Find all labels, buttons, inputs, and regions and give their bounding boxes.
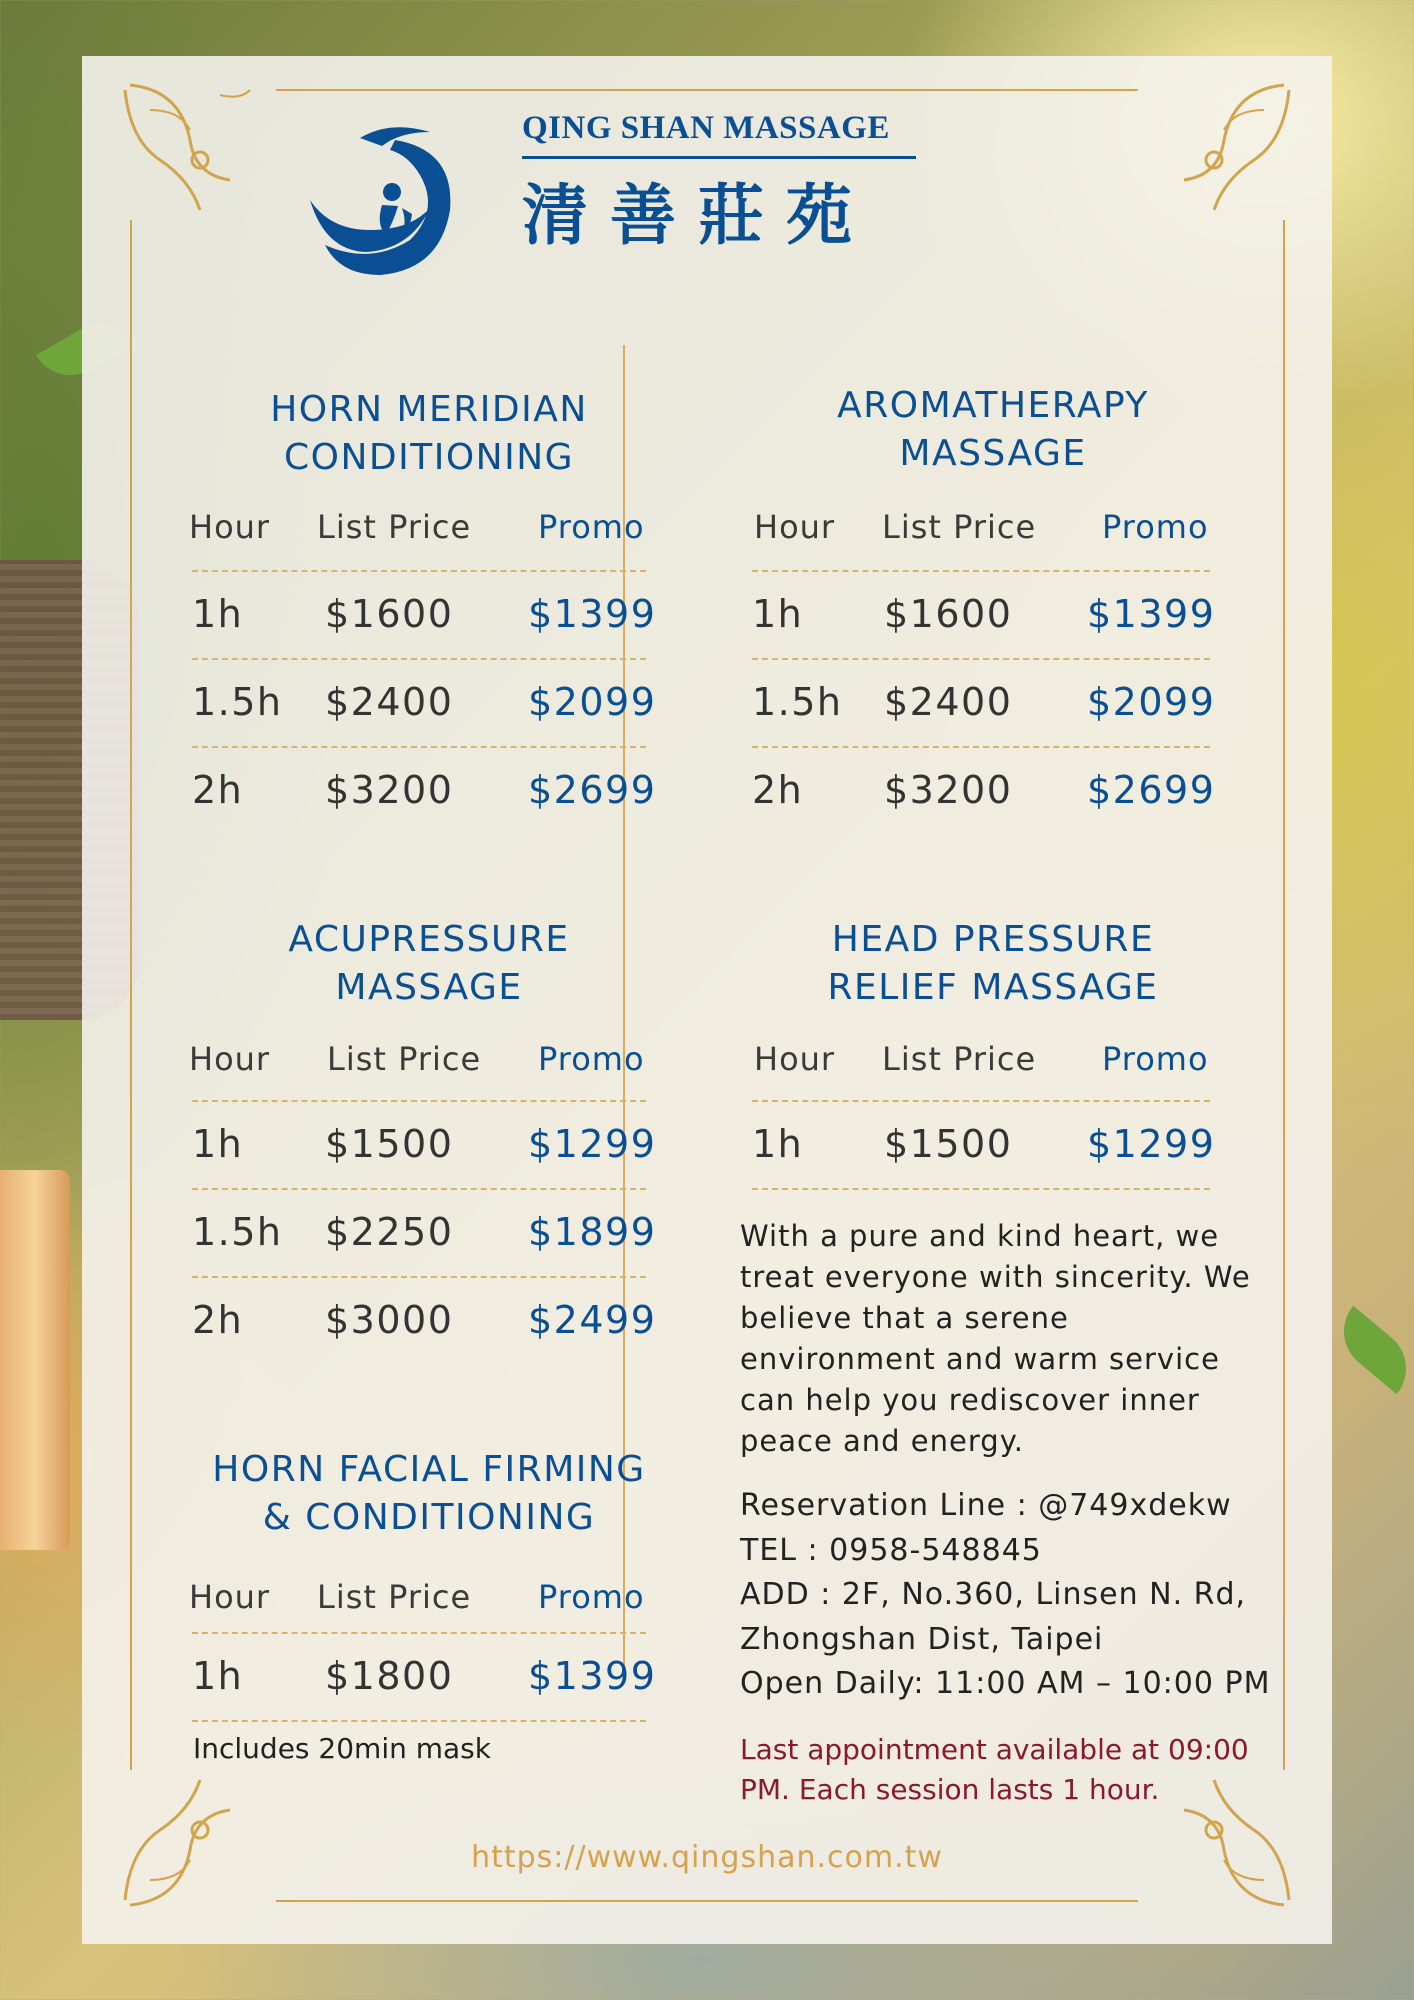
logo-icon	[290, 80, 470, 280]
brand-name-chinese: 清善莊苑	[522, 176, 874, 254]
frame-right-rule	[1283, 220, 1285, 1770]
row-divider	[752, 658, 1210, 660]
header-promo: Promo	[1102, 508, 1209, 546]
telephone[interactable]: TEL : 0958-548845	[740, 1533, 1042, 1568]
address-line-1: ADD : 2F, No.360, Linsen N. Rd,	[740, 1577, 1247, 1612]
section-title: HORN FACIAL FIRMING & CONDITIONING	[212, 1449, 646, 1538]
row-divider	[192, 746, 646, 748]
last-appointment-note: Last appointment available at 09:00 PM. Each session lasts 1 hour.	[740, 1733, 1249, 1806]
section-horn-meridian	[186, 386, 672, 766]
background-leaf	[1328, 1306, 1414, 1394]
frame-bottom-rule	[276, 1900, 1138, 1902]
table-row: 1h $1500 $1299	[192, 1122, 657, 1166]
website-link[interactable]: https://www.qingshan.com.tw	[471, 1840, 943, 1875]
table-header	[750, 508, 1236, 548]
brand-divider	[522, 156, 916, 159]
section-title: AROMATHERAPY MASSAGE	[837, 385, 1149, 474]
table-row: 1h $1600 $1399	[752, 592, 1216, 636]
corner-ornament-top-right	[1154, 80, 1294, 220]
table-header	[186, 1578, 672, 1618]
table-row: 1.5h $2400 $2099	[192, 680, 657, 724]
header-promo: Promo	[1102, 1040, 1209, 1078]
header-promo: Promo	[538, 1578, 645, 1616]
section-facial-firming	[186, 1446, 672, 1736]
header-promo: Promo	[538, 1040, 645, 1078]
header-list-price: List Price	[882, 508, 1037, 546]
row-divider	[192, 1276, 646, 1278]
header-hour: Hour	[189, 1578, 271, 1616]
table-row: 1.5h $2400 $2099	[752, 680, 1216, 724]
brand-description: With a pure and kind heart, we treat everyone with sincerity. We believe that a serene environment and warm service can help you rediscover inner peace and energy.	[740, 1219, 1251, 1458]
table-header	[750, 1040, 1236, 1080]
table-header	[186, 508, 672, 548]
header-list-price: List Price	[327, 1040, 482, 1078]
address-line-2: Zhongshan Dist, Taipei	[740, 1622, 1104, 1657]
table-row: 1h $1600 $1399	[192, 592, 657, 636]
brand-name-english: QING SHAN MASSAGE	[522, 110, 890, 146]
background-candle	[0, 1170, 70, 1550]
table-header	[186, 1040, 672, 1080]
header-hour: Hour	[754, 508, 836, 546]
facial-note: Includes 20min mask	[193, 1732, 491, 1765]
section-acupressure	[186, 916, 672, 1356]
header-hour: Hour	[754, 1040, 836, 1078]
header-list-price: List Price	[317, 1578, 472, 1616]
header-list-price: List Price	[317, 508, 472, 546]
row-divider	[752, 1188, 1210, 1190]
table-row: 2h $3000 $2499	[192, 1298, 657, 1342]
table-row: 2h $3200 $2699	[192, 768, 657, 812]
header-list-price: List Price	[882, 1040, 1037, 1078]
row-divider	[192, 1720, 646, 1722]
row-divider	[192, 658, 646, 660]
row-divider	[192, 1188, 646, 1190]
row-divider	[752, 1100, 1210, 1102]
reservation-line[interactable]: Reservation Line : @749xdekw	[740, 1488, 1232, 1523]
opening-hours: Open Daily: 11:00 AM – 10:00 PM	[740, 1666, 1271, 1701]
row-divider	[752, 746, 1210, 748]
header-promo: Promo	[538, 508, 645, 546]
section-title: HEAD PRESSURE RELIEF MASSAGE	[827, 919, 1159, 1008]
section-head-pressure	[750, 916, 1236, 1196]
corner-ornament-top-left	[120, 80, 260, 220]
section-title: ACUPRESSURE MASSAGE	[288, 919, 570, 1008]
row-divider	[192, 1632, 646, 1634]
frame-left-rule	[130, 220, 132, 1770]
table-row: 1.5h $2250 $1899	[192, 1210, 657, 1254]
header-hour: Hour	[189, 508, 271, 546]
row-divider	[192, 570, 646, 572]
header-hour: Hour	[189, 1040, 271, 1078]
row-divider	[752, 570, 1210, 572]
table-row: 1h $1800 $1399	[192, 1654, 657, 1698]
section-title: HORN MERIDIAN CONDITIONING	[270, 389, 588, 478]
section-aromatherapy	[750, 382, 1236, 822]
row-divider	[192, 1100, 646, 1102]
table-row: 2h $3200 $2699	[752, 768, 1216, 812]
table-row: 1h $1500 $1299	[752, 1122, 1216, 1166]
